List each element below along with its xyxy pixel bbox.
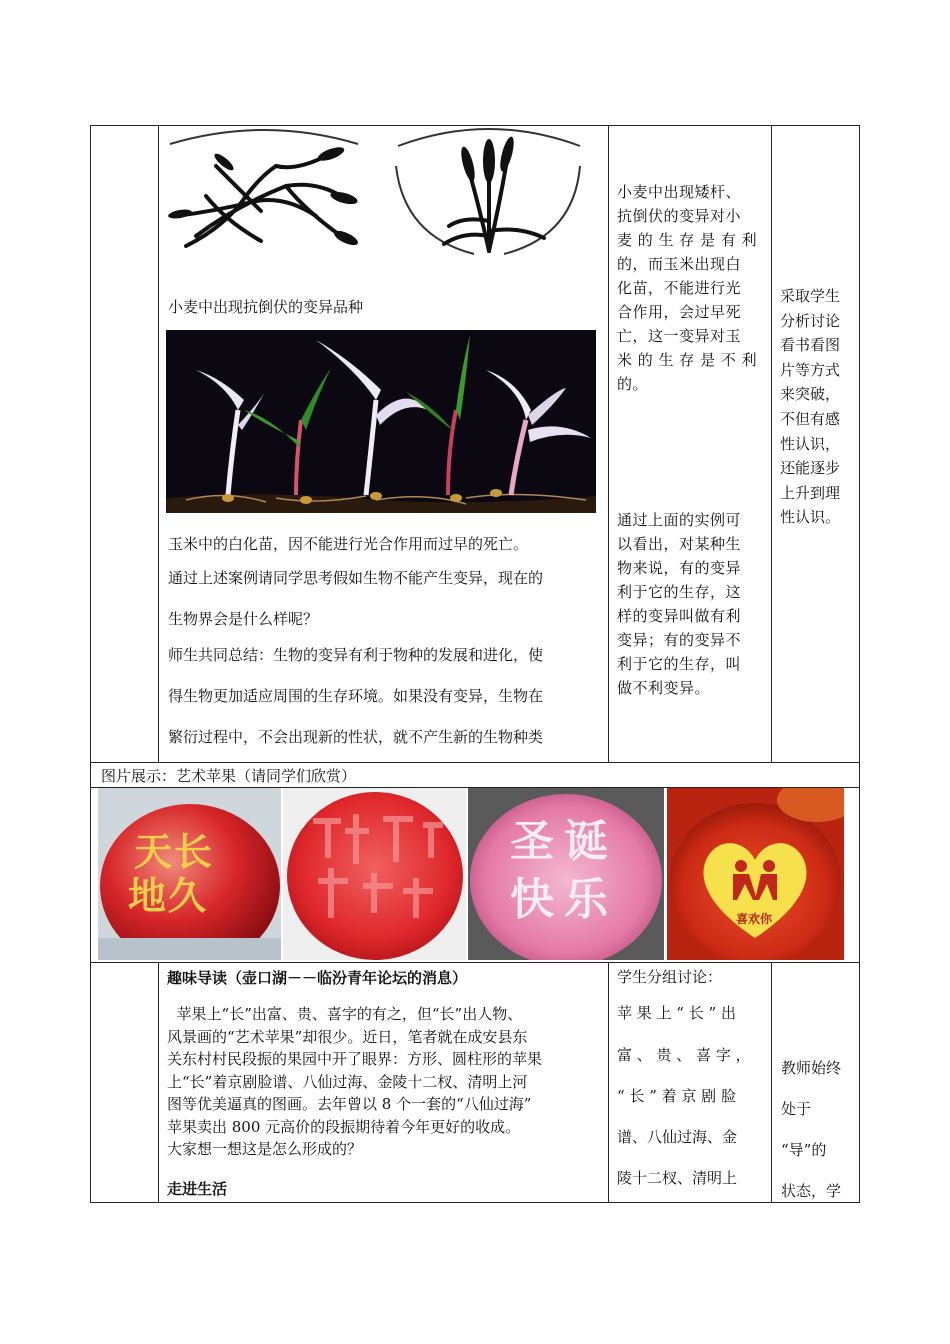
method-line: 不但有感 [780,409,841,428]
think-question-line1: 通过上述案例请同学思考假如生物不能产生变异，现在的 [168,569,544,587]
art-apple-photo-3 [468,788,664,960]
student-line: 抗倒伏的变异对小 [617,207,742,225]
gallery-title: 图片展示：艺术苹果（请同学们欣赏） [101,767,357,785]
reading-line: 苹果上“长”出富、贵、喜字的有之，但“长”出人物、 [167,1005,523,1023]
student-line: 化苗，不能进行光 [617,279,742,297]
apple-1-text-top: 天长 [134,829,215,874]
student-line: 谱、八仙过海、金 [617,1128,738,1146]
col-divider-2-upper [608,125,609,762]
student-line: 的，而玉米出现白 [617,255,742,273]
reading-line: 上“长”着京剧脸谱、八仙过海、金陵十二杈、清明上河 [167,1072,528,1091]
method-line: 性认识， [780,434,841,453]
student-analysis-block-1 [617,180,767,396]
reading-line: 风景画的“艺术苹果”却很少。近日，笔者就在成安县东 [167,1027,528,1046]
student-line: 亡，这一变异对玉 [617,327,742,345]
col-divider-1-upper [158,125,159,762]
life-heading: 走进生活 [167,1180,228,1198]
apple-3-text-bottom: 快乐 [510,874,618,925]
student-line: 富 、 贵 、 喜 字 ， [617,1046,751,1064]
student-line: 样的变异叫做有利 [617,607,742,625]
corn-albino-photo [166,330,596,513]
student-line: 以看出，对某种生 [617,535,742,553]
col-divider-1-lower [158,962,159,1202]
row-divider-gallery-bottom [90,962,860,963]
teacher-line: 处于 [781,1100,812,1118]
apple-3-text-top: 圣诞 [510,816,618,867]
student-line: 小麦中出现矮杆、 [617,183,742,201]
student-line: 变异；有的变异不 [617,631,742,649]
art-apple-photo-1 [98,788,281,960]
art-apple-photo-4 [667,788,844,960]
col-divider-3-upper [771,125,772,762]
student-line: 苹 果 上 “ 长 ” 出 [617,1004,736,1022]
student-line: 做不利变异。 [617,679,711,697]
student-discussion-block [617,966,767,1189]
method-line: 性认识。 [780,508,841,527]
method-line: 片等方式 [780,360,841,379]
reading-line: 关东村村民段振的果园中开了眼界：方形、圆柱形的苹果 [167,1050,543,1068]
col-divider-2-lower [608,962,609,1202]
student-line: 学生分组讨论： [617,968,723,986]
col-divider-3-lower [771,962,772,1202]
reading-heading: 趣味导读（壶口湖－－临汾青年论坛的消息） [167,969,468,987]
teaching-method-block [780,284,858,530]
corn-caption: 玉米中的白化苗，因不能进行光合作用而过早的死亡。 [168,535,529,553]
reading-body [167,1003,607,1161]
student-line: 物来说，有的变异 [617,559,742,577]
apple-1-text-bottom: 地久 [128,873,209,918]
wheat-photo-lodging [166,126,362,258]
student-line: 的。 [617,375,649,393]
table-right-border [859,125,860,1203]
student-line: 米 的 生 存 是 不 利 [617,351,758,369]
method-line: 来突破， [780,385,841,404]
teacher-line: “导”的 [781,1141,827,1159]
student-line: 麦 的 生 存 是 有 利 [617,231,758,249]
student-line: 通过上面的实例可 [617,511,742,529]
student-line: 利于它的生存，这 [617,583,742,601]
row-divider-gallery-top [90,762,860,763]
method-line: 还能逐步 [780,459,841,478]
method-line: 采取学生 [780,287,841,305]
summary-line2: 得生物更加适应周围的生存环境。如果没有变异，生物在 [168,687,544,705]
summary-line3: 繁衍过程中，不会出现新的性状，就不产生新的生物种类 [168,728,544,746]
teacher-line: 状态，学 [781,1182,842,1200]
method-line: 分析讨论 [780,311,841,330]
student-line: 利于它的生存，叫 [617,655,742,673]
reading-line: 大家想一想这是怎么形成的？ [167,1140,363,1158]
student-line: 合作用，会过早死 [617,303,742,321]
student-line: “ 长 ” 着 京 剧 脸 [617,1087,736,1105]
teacher-guidance-block [781,1057,859,1202]
wheat-photo-upright [394,126,584,258]
student-line: 陵十二杈、清明上 [617,1169,738,1187]
reading-line: 图等优美逼真的图画。去年曾以 8 个一套的“八仙过海” [167,1095,532,1113]
table-left-border [90,125,91,1203]
apple-4-heart-text: 喜欢你 [736,912,773,926]
method-line: 上升到理 [780,483,841,502]
reading-line: 苹果卖出 800 元高价的段振期待着今年更好的收成。 [167,1117,521,1136]
wheat-caption: 小麦中出现抗倒伏的变异品种 [168,298,364,316]
method-line: 看书看图 [780,336,841,355]
table-bottom-border [90,1202,860,1203]
teacher-line: 教师始终 [781,1059,842,1077]
art-apple-photo-2 [283,788,466,960]
student-analysis-block-2 [617,508,767,700]
think-question-line2: 生物界会是什么样呢？ [168,610,319,628]
summary-line1: 师生共同总结：生物的变异有利于物种的发展和进化，使 [168,646,544,664]
